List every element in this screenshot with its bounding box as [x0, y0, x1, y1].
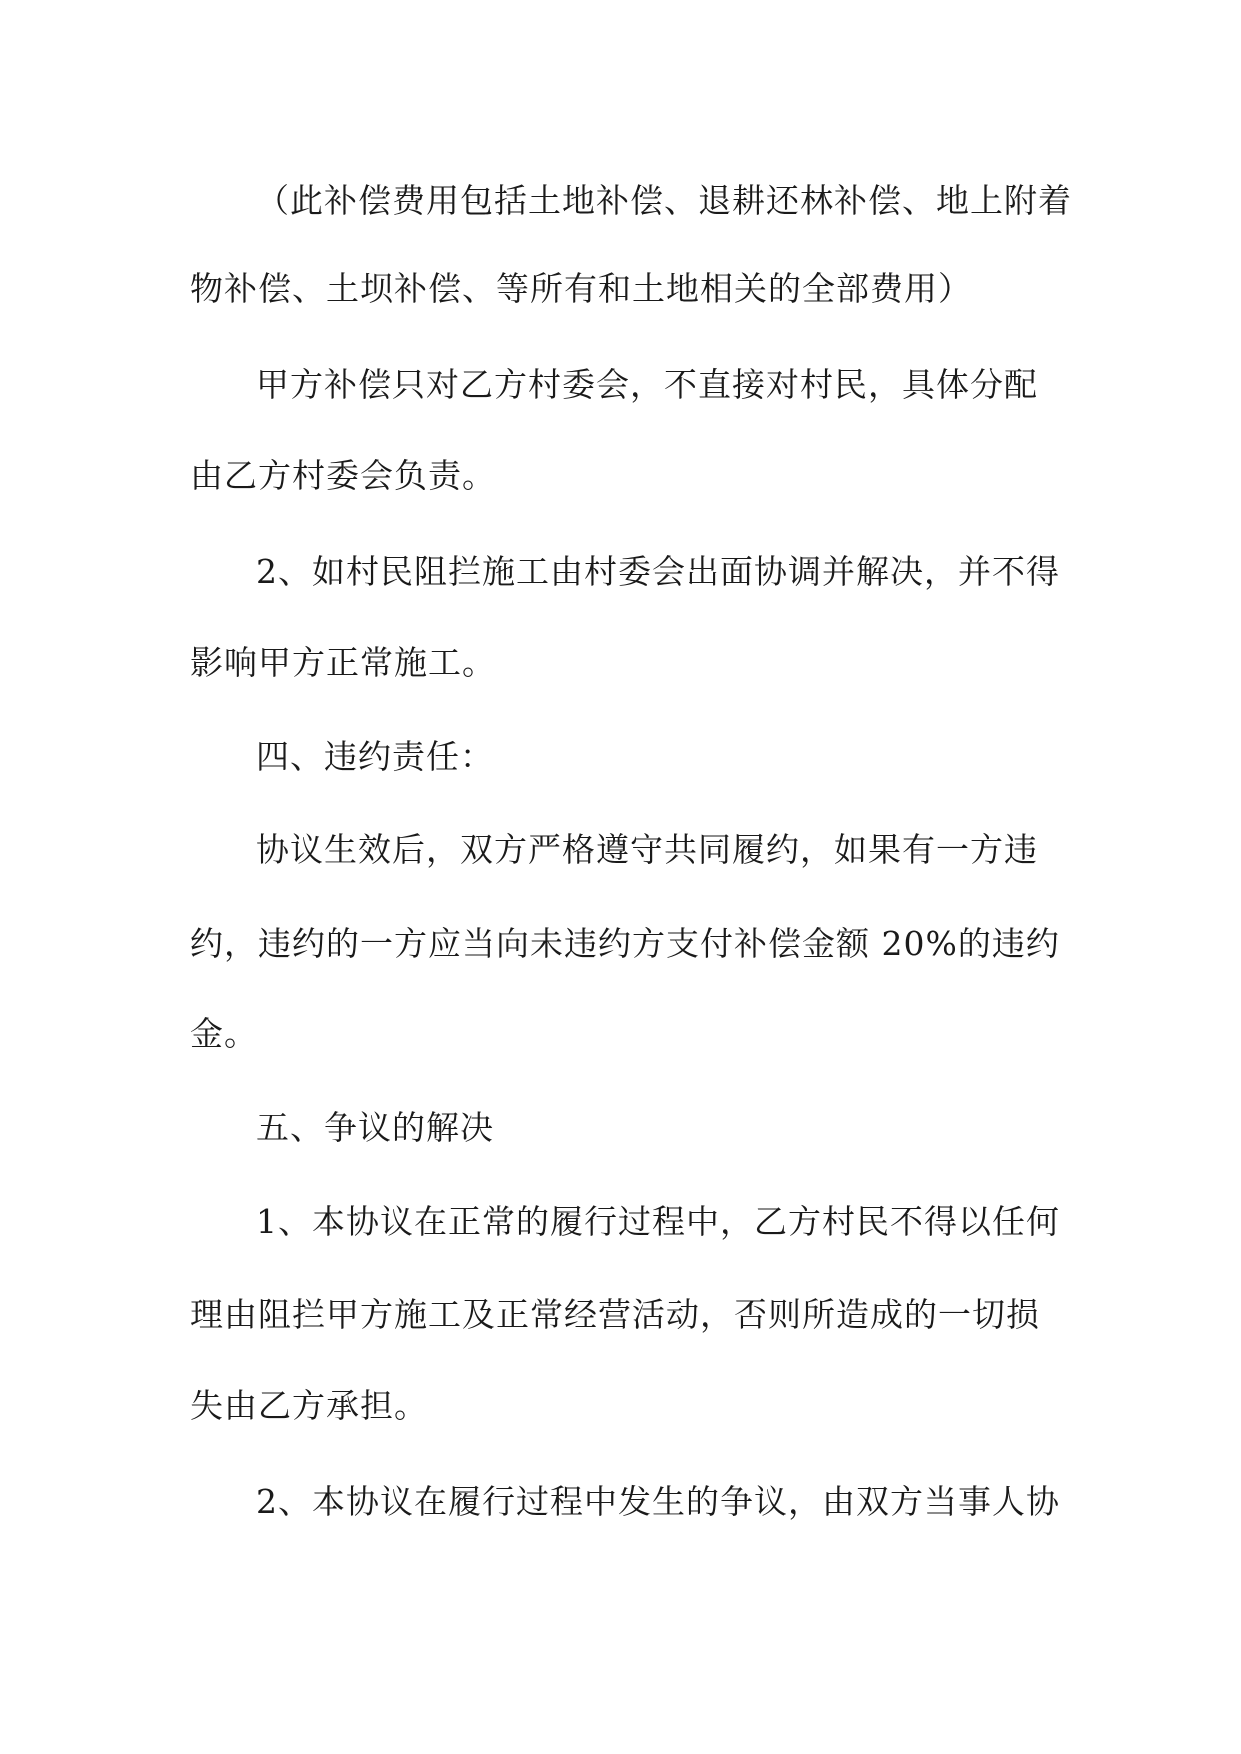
- section-heading: 四、违约责任：: [256, 737, 494, 776]
- paragraph-line: 1、本协议在正常的履行过程中，乙方村民不得以任何: [256, 1202, 1060, 1241]
- paragraph-line: 物补偿、土坝补偿、等所有和土地相关的全部费用）: [190, 269, 972, 308]
- paragraph-line: （此补偿费用包括土地补偿、退耕还林补偿、地上附着: [256, 181, 1072, 220]
- paragraph-line: 理由阻拦甲方施工及正常经营活动，否则所造成的一切损: [190, 1295, 1040, 1334]
- paragraph-line: 约，违约的一方应当向未违约方支付补偿金额 20%的违约: [190, 924, 1060, 963]
- paragraph-line: 失由乙方承担。: [190, 1386, 428, 1425]
- section-heading: 五、争议的解决: [256, 1108, 494, 1147]
- paragraph-line: 影响甲方正常施工。: [190, 643, 496, 682]
- paragraph-line: 金。: [190, 1014, 258, 1053]
- paragraph-line: 协议生效后，双方严格遵守共同履约，如果有一方违: [256, 830, 1038, 869]
- paragraph-line: 甲方补偿只对乙方村委会，不直接对村民，具体分配: [256, 365, 1038, 404]
- paragraph-line: 2、本协议在履行过程中发生的争议，由双方当事人协: [256, 1482, 1060, 1521]
- paragraph-line: 2、如村民阻拦施工由村委会出面协调并解决，并不得: [256, 552, 1060, 591]
- paragraph-line: 由乙方村委会负责。: [190, 456, 496, 495]
